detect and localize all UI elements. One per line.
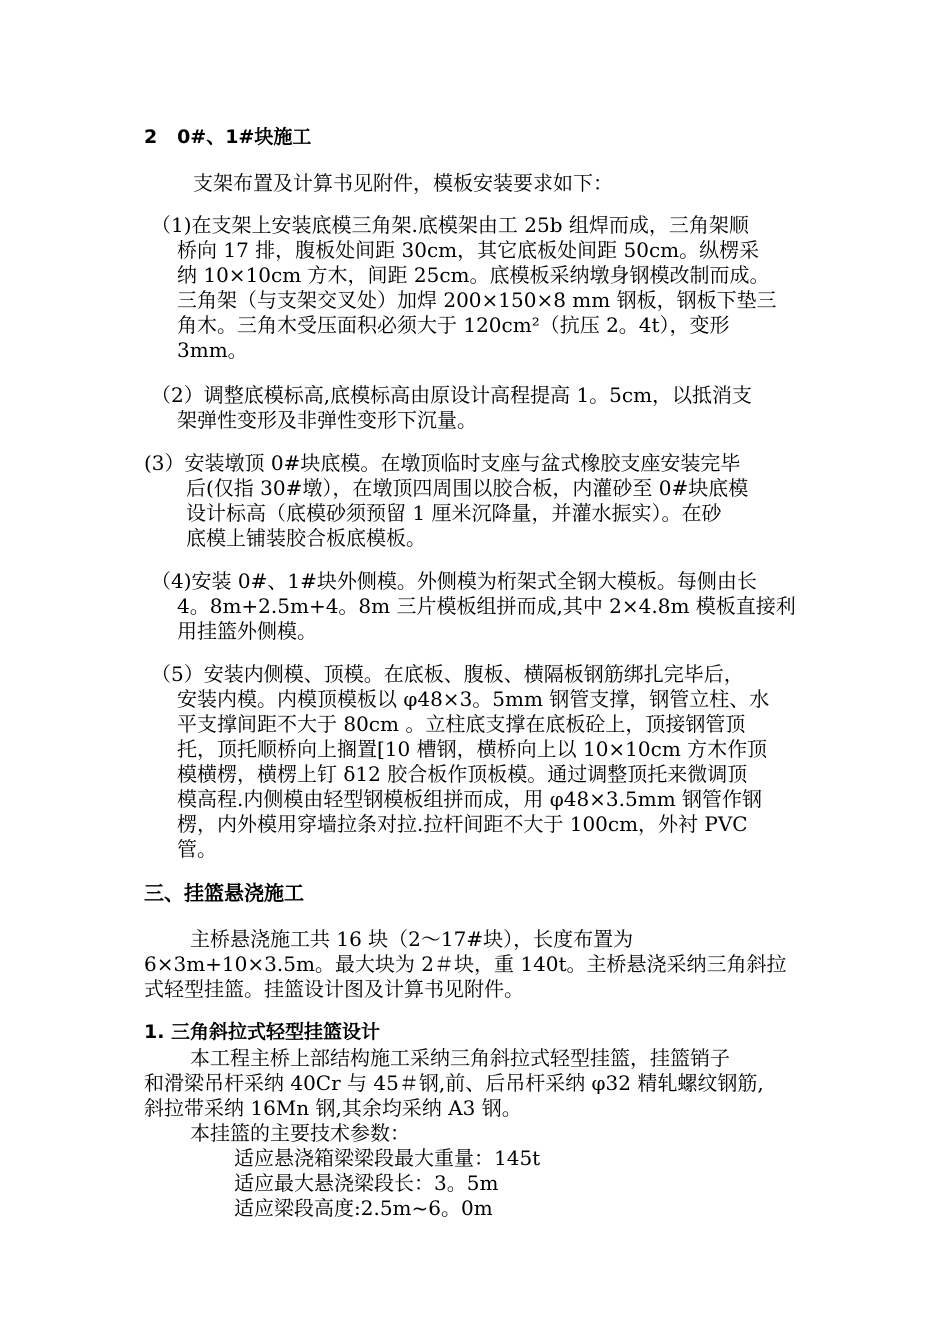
list-line: 4。8m+2.5m+4。8m 三片模板组拼而成,其中 2×4.8m 模板直接利 [177,594,796,618]
list-line: 三角架（与支架交叉处）加焊 200×150×8 mm 钢板，钢板下垫三 [177,288,777,312]
paragraph-line: 和滑梁吊杆采纳 40Cr 与 45＃钢,前、后吊杆采纳 φ32 精轧螺纹钢筋, [144,1071,764,1095]
list-line: 设计标高（底模砂须预留 1 厘米沉降量，并灌水振实）。在砂 [186,501,722,525]
list-line: 桥向 17 排，腹板处间距 30cm，其它底板处间距 50cm。纵楞采 [177,238,760,262]
paragraph-line: 主桥悬浇施工共 16 块（2～17#块），长度布置为 [190,927,634,951]
list-line: 管。 [177,837,217,861]
list-line: 托，顶托顺桥向上搁置[10 槽钢，横桥向上以 10×10cm 方木作顶 [177,737,768,761]
params-title: 本挂篮的主要技术参数： [190,1121,410,1145]
list-line: 架弹性变形及非弹性变形下沉量。 [177,408,477,432]
subsection-heading-3-1: 1. 三角斜拉式轻型挂篮设计 [144,1021,381,1043]
list-line: 底模上铺装胶合板底模板。 [186,526,426,550]
list-line: 平支撑间距不大于 80cm 。立柱底支撑在底板砼上，顶接钢管顶 [177,712,746,736]
list-line: 纳 10×10cm 方木，间距 25cm。底模板采纳墩身钢模改制而成。 [177,263,770,287]
param-item: 适应梁段高度:2.5m~6。0m [234,1196,493,1220]
list-line: 安装内模。内模顶模板以 φ48×3。5mm 钢管支撑，钢管立柱、水 [177,687,770,711]
list-line: 楞，内外模用穿墙拉条对拉.拉杆间距不大于 100cm，外衬 PVC [177,812,748,836]
list-line: 模高程.内侧模由轻型钢模板组拼而成，用 φ48×3.5mm 钢管作钢 [177,787,763,811]
list-line: 模横楞，横楞上钉 δ12 胶合板作顶板模。通过调整顶托来微调顶 [177,762,748,786]
list-line: （1)在支架上安装底模三角架.底模架由工 25b 组焊而成，三角架顺 [151,213,749,237]
list-line: （5）安装内侧模、顶模。在底板、腹板、横隔板钢筋绑扎完毕后， [151,662,744,686]
list-line: （2）调整底模标高,底模标高由原设计高程提高 1。5cm，以抵消支 [151,383,753,407]
paragraph-line: 式轻型挂篮。挂篮设计图及计算书见附件。 [144,977,524,1001]
list-line: (3）安装墩顶 0#块底模。在墩顶临时支座与盆式橡胶支座安装完毕 [144,451,741,475]
section-heading-3: 三、挂篮悬浇施工 [144,881,304,905]
paragraph-line: 6×3m+10×3.5m。最大块为 2＃块，重 140t。主桥悬浇采纳三角斜拉 [144,952,787,976]
list-line: 角木。三角木受压面积必须大于 120cm²（抗压 2。4t），变形 [177,313,730,337]
list-line: 3mm。 [177,338,248,362]
paragraph-line: 本工程主桥上部结构施工采纳三角斜拉式轻型挂篮，挂篮销子 [190,1046,730,1070]
section-heading-2: 2 0#、1#块施工 [144,126,312,148]
paragraph-line: 斜拉带采纳 16Mn 钢,其余均采纳 A3 钢。 [144,1096,522,1120]
list-line: 用挂篮外侧模。 [177,619,317,643]
param-item: 适应悬浇箱梁梁段最大重量：145t [234,1146,541,1170]
list-line: （4)安装 0#、1#块外侧模。外侧模为桁架式全钢大模板。每侧由长 [151,569,757,593]
param-item: 适应最大悬浇梁段长：3。5m [234,1171,499,1195]
intro-paragraph: 支架布置及计算书见附件，模板安装要求如下： [193,171,613,195]
list-line: 后(仅指 30#墩），在墩顶四周围以胶合板，内灌砂至 0#块底模 [186,476,749,500]
